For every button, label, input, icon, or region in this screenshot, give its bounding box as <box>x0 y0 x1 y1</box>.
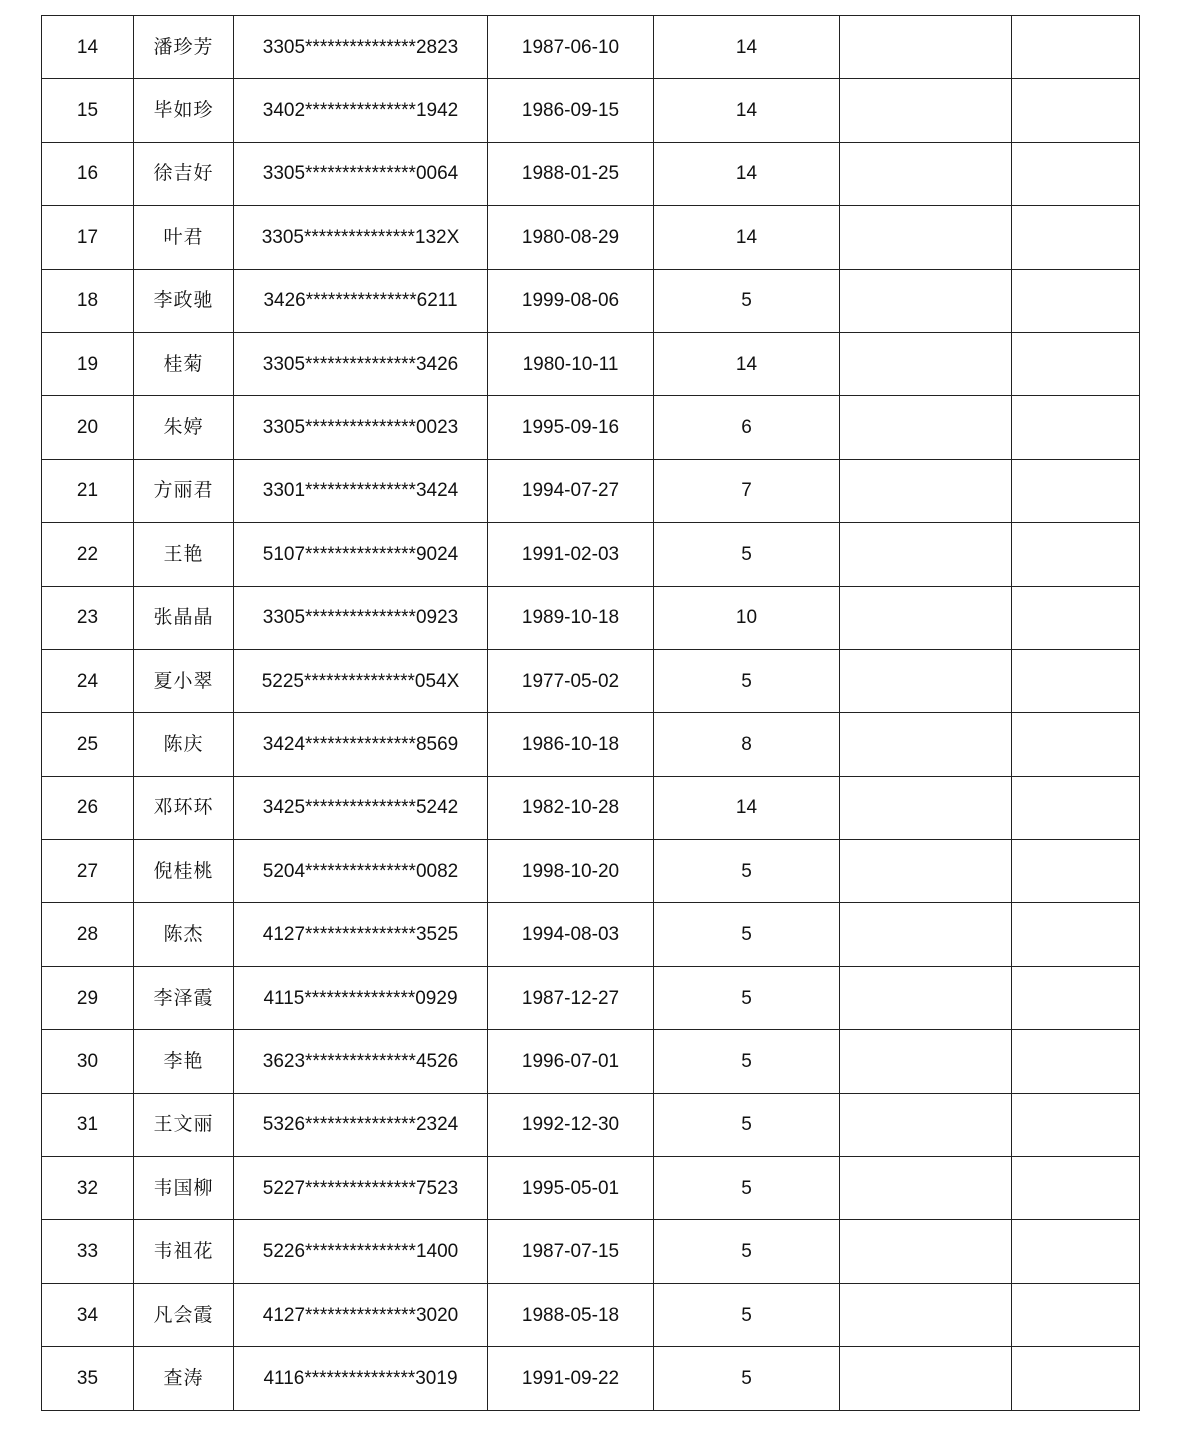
row-number: 20 <box>42 396 134 459</box>
blank-cell <box>1012 776 1140 839</box>
birth-date: 1988-01-25 <box>488 142 654 205</box>
birth-date: 1996-07-01 <box>488 1030 654 1093</box>
row-number: 16 <box>42 142 134 205</box>
blank-cell <box>840 523 1012 586</box>
person-name: 毕如珍 <box>134 79 234 142</box>
person-name: 陈杰 <box>134 903 234 966</box>
id-number: 3305***************3426 <box>234 332 488 395</box>
birth-date: 1991-09-22 <box>488 1347 654 1410</box>
blank-cell <box>1012 840 1140 903</box>
table-row <box>42 459 1140 522</box>
blank-cell <box>840 966 1012 1029</box>
count-value: 14 <box>654 142 840 205</box>
row-number: 21 <box>42 459 134 522</box>
person-name: 朱婷 <box>134 396 234 459</box>
blank-cell <box>840 396 1012 459</box>
blank-cell <box>840 459 1012 522</box>
id-number: 3305***************0923 <box>234 586 488 649</box>
count-value: 5 <box>654 966 840 1029</box>
blank-cell <box>1012 713 1140 776</box>
row-number: 25 <box>42 713 134 776</box>
birth-date: 1994-07-27 <box>488 459 654 522</box>
birth-date: 1986-10-18 <box>488 713 654 776</box>
table-row <box>42 1093 1140 1156</box>
row-number: 18 <box>42 269 134 332</box>
blank-cell <box>1012 142 1140 205</box>
person-name: 夏小翠 <box>134 649 234 712</box>
blank-cell <box>840 713 1012 776</box>
person-name: 潘珍芳 <box>134 16 234 79</box>
id-number: 4127***************3020 <box>234 1283 488 1346</box>
person-name: 桂菊 <box>134 332 234 395</box>
table-row <box>42 903 1140 966</box>
id-number: 3301***************3424 <box>234 459 488 522</box>
table-row <box>42 332 1140 395</box>
row-number: 22 <box>42 523 134 586</box>
blank-cell <box>1012 16 1140 79</box>
row-number: 17 <box>42 206 134 269</box>
blank-cell <box>1012 966 1140 1029</box>
birth-date: 1995-05-01 <box>488 1157 654 1220</box>
row-number: 28 <box>42 903 134 966</box>
table-row <box>42 206 1140 269</box>
person-name: 王文丽 <box>134 1093 234 1156</box>
table-row <box>42 396 1140 459</box>
blank-cell <box>1012 206 1140 269</box>
id-number: 5326***************2324 <box>234 1093 488 1156</box>
count-value: 14 <box>654 332 840 395</box>
id-number: 3305***************2823 <box>234 16 488 79</box>
id-number: 5227***************7523 <box>234 1157 488 1220</box>
id-number: 3424***************8569 <box>234 713 488 776</box>
blank-cell <box>1012 459 1140 522</box>
birth-date: 1987-12-27 <box>488 966 654 1029</box>
table-row <box>42 523 1140 586</box>
person-name: 倪桂桃 <box>134 840 234 903</box>
row-number: 14 <box>42 16 134 79</box>
birth-date: 1992-12-30 <box>488 1093 654 1156</box>
birth-date: 1999-08-06 <box>488 269 654 332</box>
table-row <box>42 840 1140 903</box>
count-value: 5 <box>654 1283 840 1346</box>
count-value: 5 <box>654 649 840 712</box>
person-name: 王艳 <box>134 523 234 586</box>
blank-cell <box>1012 1220 1140 1283</box>
blank-cell <box>840 1347 1012 1410</box>
row-number: 32 <box>42 1157 134 1220</box>
row-number: 33 <box>42 1220 134 1283</box>
id-number: 4127***************3525 <box>234 903 488 966</box>
table-row <box>42 269 1140 332</box>
birth-date: 1989-10-18 <box>488 586 654 649</box>
birth-date: 1982-10-28 <box>488 776 654 839</box>
birth-date: 1987-06-10 <box>488 16 654 79</box>
birth-date: 1998-10-20 <box>488 840 654 903</box>
count-value: 5 <box>654 269 840 332</box>
row-number: 19 <box>42 332 134 395</box>
table-row <box>42 16 1140 79</box>
table-row <box>42 1283 1140 1346</box>
count-value: 5 <box>654 840 840 903</box>
id-number: 5225***************054X <box>234 649 488 712</box>
blank-cell <box>840 206 1012 269</box>
table-row <box>42 79 1140 142</box>
id-number: 5107***************9024 <box>234 523 488 586</box>
birth-date: 1980-08-29 <box>488 206 654 269</box>
blank-cell <box>1012 523 1140 586</box>
id-number: 3425***************5242 <box>234 776 488 839</box>
birth-date: 1995-09-16 <box>488 396 654 459</box>
blank-cell <box>1012 1157 1140 1220</box>
birth-date: 1986-09-15 <box>488 79 654 142</box>
roster-body <box>42 16 1140 1411</box>
birth-date: 1988-05-18 <box>488 1283 654 1346</box>
row-number: 30 <box>42 1030 134 1093</box>
person-name: 凡会霞 <box>134 1283 234 1346</box>
table-row <box>42 142 1140 205</box>
blank-cell <box>840 142 1012 205</box>
blank-cell <box>1012 586 1140 649</box>
row-number: 34 <box>42 1283 134 1346</box>
blank-cell <box>840 903 1012 966</box>
table-row <box>42 1157 1140 1220</box>
blank-cell <box>840 586 1012 649</box>
blank-cell <box>1012 269 1140 332</box>
blank-cell <box>840 1093 1012 1156</box>
row-number: 15 <box>42 79 134 142</box>
table-row <box>42 649 1140 712</box>
blank-cell <box>840 332 1012 395</box>
table-row <box>42 1347 1140 1410</box>
person-name: 李艳 <box>134 1030 234 1093</box>
person-name: 韦祖花 <box>134 1220 234 1283</box>
count-value: 14 <box>654 16 840 79</box>
row-number: 26 <box>42 776 134 839</box>
table-row <box>42 713 1140 776</box>
id-number: 4116***************3019 <box>234 1347 488 1410</box>
row-number: 27 <box>42 840 134 903</box>
blank-cell <box>1012 1283 1140 1346</box>
blank-cell <box>1012 79 1140 142</box>
person-name: 陈庆 <box>134 713 234 776</box>
blank-cell <box>1012 649 1140 712</box>
count-value: 5 <box>654 1220 840 1283</box>
count-value: 10 <box>654 586 840 649</box>
person-name: 李泽霞 <box>134 966 234 1029</box>
blank-cell <box>840 776 1012 839</box>
blank-cell <box>840 1220 1012 1283</box>
blank-cell <box>1012 1093 1140 1156</box>
blank-cell <box>1012 903 1140 966</box>
count-value: 14 <box>654 776 840 839</box>
birth-date: 1987-07-15 <box>488 1220 654 1283</box>
person-name: 李政驰 <box>134 269 234 332</box>
id-number: 4115***************0929 <box>234 966 488 1029</box>
id-number: 5204***************0082 <box>234 840 488 903</box>
birth-date: 1980-10-11 <box>488 332 654 395</box>
blank-cell <box>1012 1347 1140 1410</box>
birth-date: 1977-05-02 <box>488 649 654 712</box>
id-number: 5226***************1400 <box>234 1220 488 1283</box>
blank-cell <box>1012 332 1140 395</box>
blank-cell <box>840 16 1012 79</box>
table-row <box>42 776 1140 839</box>
blank-cell <box>1012 1030 1140 1093</box>
count-value: 5 <box>654 1347 840 1410</box>
blank-cell <box>840 269 1012 332</box>
table-row <box>42 1030 1140 1093</box>
row-number: 35 <box>42 1347 134 1410</box>
id-number: 3402***************1942 <box>234 79 488 142</box>
blank-cell <box>840 1283 1012 1346</box>
blank-cell <box>840 79 1012 142</box>
birth-date: 1994-08-03 <box>488 903 654 966</box>
person-name: 邓环环 <box>134 776 234 839</box>
person-name: 徐吉好 <box>134 142 234 205</box>
table-row <box>42 966 1140 1029</box>
person-name: 叶君 <box>134 206 234 269</box>
count-value: 8 <box>654 713 840 776</box>
row-number: 31 <box>42 1093 134 1156</box>
count-value: 6 <box>654 396 840 459</box>
count-value: 5 <box>654 523 840 586</box>
birth-date: 1991-02-03 <box>488 523 654 586</box>
id-number: 3623***************4526 <box>234 1030 488 1093</box>
count-value: 5 <box>654 1157 840 1220</box>
blank-cell <box>840 1157 1012 1220</box>
count-value: 5 <box>654 1093 840 1156</box>
id-number: 3305***************0064 <box>234 142 488 205</box>
blank-cell <box>840 1030 1012 1093</box>
row-number: 24 <box>42 649 134 712</box>
roster-table <box>41 15 1140 1411</box>
id-number: 3426***************6211 <box>234 269 488 332</box>
id-number: 3305***************132X <box>234 206 488 269</box>
person-name: 张晶晶 <box>134 586 234 649</box>
table-row <box>42 586 1140 649</box>
count-value: 14 <box>654 79 840 142</box>
count-value: 5 <box>654 903 840 966</box>
count-value: 14 <box>654 206 840 269</box>
blank-cell <box>840 840 1012 903</box>
person-name: 韦国柳 <box>134 1157 234 1220</box>
count-value: 5 <box>654 1030 840 1093</box>
blank-cell <box>840 649 1012 712</box>
person-name: 方丽君 <box>134 459 234 522</box>
row-number: 23 <box>42 586 134 649</box>
id-number: 3305***************0023 <box>234 396 488 459</box>
person-name: 查涛 <box>134 1347 234 1410</box>
count-value: 7 <box>654 459 840 522</box>
row-number: 29 <box>42 966 134 1029</box>
blank-cell <box>1012 396 1140 459</box>
table-row <box>42 1220 1140 1283</box>
